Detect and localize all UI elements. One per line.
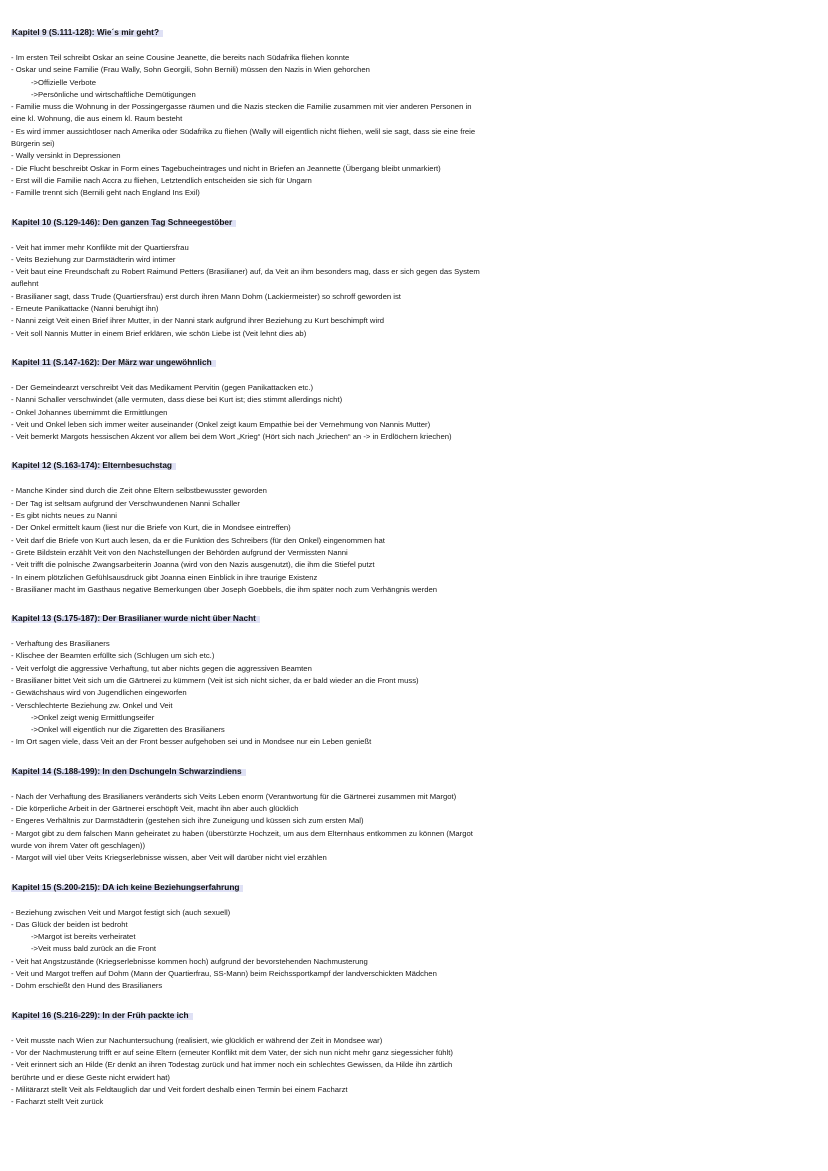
- note-line: - Manche Kinder sind durch die Zeit ohne Eltern selbstbewusster geworden: [11, 486, 267, 496]
- chapter-section: [11, 877, 571, 1005]
- chapter-heading: Kapitel 15 (S.200-215): DA ich keine Beziehungserfahrung: [11, 881, 243, 893]
- chapter-notes: [11, 907, 571, 993]
- note-line: - Famille trennt sich (Bernili geht nach England Ins Exil): [11, 188, 200, 198]
- note-line: - In einem plötzlichen Gefühlsausdruck gibt Joanna einen Einblick in ihre traurige Existenz: [11, 572, 318, 582]
- section-spacer: [11, 749, 571, 761]
- note-line: - Engeres Verhältnis zur Darmstädterin (gestehen sich ihre Zuneigung und küssen sich zum ersten Mal): [11, 816, 364, 826]
- chapter-heading: Kapitel 13 (S.175-187): Der Brasilianer wurde nicht über Nacht: [11, 612, 260, 624]
- note-line: - Veit hat Angstzustände (Kriegserlebnisse kommen hoch) aufgrund der bevorstehenden Nachmusterung: [11, 956, 368, 966]
- note-line: - Das Glück der beiden ist bedroht: [11, 919, 128, 929]
- note-line: - Vor der Nachmusterung trifft er auf seine Eltern (erneuter Konflikt mit dem Vater, der sich nun nicht mehr ganz siegessicher fühlt): [11, 1047, 453, 1057]
- chapter-section: [11, 761, 571, 877]
- note-line: - Nach der Verhaftung des Brasilianers veränderts sich Veits Leben enorm (Verantwortung für die Gärtnerei zusammen mit Margot): [11, 791, 457, 801]
- note-line: - Wally versinkt in Depressionen: [11, 151, 121, 161]
- note-line: - Margot gibt zu dem falschen Mann geheiratet zu haben (überstürzte Hochzeit, um aus dem Elternhaus entkommen zu können (Margot: [11, 828, 473, 838]
- note-line: - Gewächshaus wird von Jugendlichen eingeworfen: [11, 688, 187, 698]
- note-line: - Oskar und seine Familie (Frau Wally, Sohn Georgili, Sohn Bernili) müssen den Nazis in Wien gehorchen: [11, 65, 370, 75]
- note-line: - Veit musste nach Wien zur Nachuntersuchung (realisiert, wie glücklich er während der Zeit in Mondsee war): [11, 1035, 383, 1045]
- note-line: wurde von ihrem Vater oft geschlagen)): [11, 840, 146, 850]
- chapter-notes: [11, 485, 571, 596]
- chapter-heading: Kapitel 16 (S.216-229): In der Früh packte ich: [11, 1009, 193, 1021]
- note-line: - Veit darf die Briefe von Kurt auch lesen, da er die Funktion des Schreibers (für den Onkel) eingenommen hat: [11, 535, 385, 545]
- chapter-section: [11, 22, 571, 212]
- chapter-heading: Kapitel 12 (S.163-174): Elternbesuchstag: [11, 459, 176, 471]
- note-line: - Klischee der Beamten erfüllte sich (Schlugen um sich etc.): [11, 651, 215, 661]
- chapter-notes: [11, 52, 571, 200]
- note-line: - Erneute Panikattacke (Nanni beruhigt ihn): [11, 304, 159, 314]
- note-line: - Brasilianer macht im Gasthaus negative Bemerkungen über Joseph Goebbels, die ihm später noch zum Verhängnis werden: [11, 584, 438, 594]
- note-line: - Onkel Johannes übernimmt die Ermittlungen: [11, 407, 168, 417]
- chapter-notes: [11, 242, 571, 340]
- note-line: - Facharzt stellt Veit zurück: [11, 1097, 104, 1107]
- sub-point: ->Veit muss bald zurück an die Front: [31, 944, 156, 954]
- note-line: - Grete Bildstein erzählt Veit von den Nachstellungen der Behörden aufgrund der Vermissten Nanni: [11, 547, 348, 557]
- document-page: [11, 22, 571, 1108]
- note-line: - Nanni Schaller verschwindet (alle vermuten, dass diese bei Kurt ist; dies stimmt allerdings nicht): [11, 395, 343, 405]
- section-spacer: [11, 200, 571, 212]
- sub-point: ->Margot ist bereits verheiratet: [31, 932, 136, 942]
- sub-point: ->Offizielle Verbote: [31, 77, 97, 87]
- note-line: - Im ersten Teil schreibt Oskar an seine Cousine Jeanette, die bereits nach Südafrika fliehen konnte: [11, 53, 350, 62]
- section-spacer: [11, 596, 571, 608]
- note-line: - Veit baut eine Freundschaft zu Robert Raimund Petters (Brasilianer) auf, da Veit an ihm besonders mag, dass er sich gegen das System: [11, 267, 480, 277]
- note-line: - Brasilianer sagt, dass Trude (Quartiersfrau) erst durch ihren Mann Dohm (Lackiermeister) so schroff geworden ist: [11, 291, 401, 301]
- note-line: - Erst will die Familie nach Accra zu fliehen, Letztendlich entscheiden sie sich für Ungarn: [11, 175, 312, 185]
- section-spacer: [11, 340, 571, 352]
- chapter-section: [11, 608, 571, 761]
- note-line: - Verhaftung des Brasilianers: [11, 639, 110, 649]
- note-line: - Veit hat immer mehr Konflikte mit der Quartiersfrau: [11, 242, 189, 252]
- chapter-section: [11, 455, 571, 608]
- note-line: - Veit verfolgt die aggressive Verhaftung, tut aber nichts gegen die aggressiven Beamten: [11, 663, 312, 673]
- sub-point: ->Onkel will eigentlich nur die Zigaretten des Brasilianers: [31, 725, 225, 735]
- chapter-section: [11, 212, 571, 352]
- note-line: - Die Flucht beschreibt Oskar in Form eines Tagebucheintrages und nicht in Briefen an Jeannette (Übergang bleibt unmarkiert): [11, 163, 441, 173]
- note-line: - Der Tag ist seltsam aufgrund der Verschwundenen Nanni Schaller: [11, 498, 240, 508]
- section-spacer: [11, 443, 571, 455]
- note-line: berührte und er diese Geste nicht erwidert hat): [11, 1072, 170, 1082]
- note-line: - Es gibt nichts neues zu Nanni: [11, 511, 117, 521]
- chapter-section: [11, 1005, 571, 1109]
- chapter-heading: Kapitel 11 (S.147-162): Der März war ungewöhnlich: [11, 356, 216, 368]
- note-line: - Dohm erschießt den Hund des Brasilianers: [11, 981, 163, 991]
- note-line: - Verschlechterte Beziehung zw. Onkel und Veit: [11, 700, 173, 710]
- chapter-section: [11, 352, 571, 455]
- note-line: - Brasilianer bittet Veit sich um die Gärtnerei zu kümmern (Veit ist sich nicht sicher, da er bald wieder an die Front muss): [11, 675, 419, 685]
- note-line: - Militärarzt stellt Veit als Feldtauglich dar und Veit fordert deshalb einen Termin bei einem Facharzt: [11, 1084, 348, 1094]
- note-line: - Veit bemerkt Margots hessischen Akzent vor allem bei dem Wort „Krieg“ (Hört sich nach „kriechen“ an -> in Erdlöchern kriechen): [11, 432, 452, 442]
- chapter-heading: Kapitel 10 (S.129-146): Den ganzen Tag Schneegestöber: [11, 216, 236, 228]
- note-line: auflehnt: [11, 279, 39, 289]
- note-line: - Nanni zeigt Veit einen Brief ihrer Mutter, in der Nanni stark aufgrund ihrer Beziehung zu Kurt beschimpft wird: [11, 316, 385, 326]
- section-spacer: [11, 865, 571, 877]
- note-line: - Veit soll Nannis Mutter in einem Brief erklären, wie schön Liebe ist (Veit lehnt dies ab): [11, 328, 307, 338]
- chapter-heading: Kapitel 14 (S.188-199): In den Dschungeln Schwarzindiens: [11, 765, 246, 777]
- note-line: - Veit erinnert sich an Hilde (Er denkt an ihren Todestag zurück und hat immer noch ein schlechtes Gewissen, da Hilde ihn zärtlich: [11, 1060, 453, 1070]
- chapter-notes: [11, 638, 571, 749]
- note-line: - Veits Beziehung zur Darmstädterin wird intimer: [11, 254, 176, 264]
- chapter-notes: [11, 791, 571, 865]
- note-line: eine kl. Wohnung, die aus einem kl. Raum besteht: [11, 114, 183, 124]
- note-line: - Die körperliche Arbeit in der Gärtnerei erschöpft Veit, macht ihn aber auch glücklich: [11, 804, 299, 814]
- note-line: - Veit und Onkel leben sich immer weiter auseinander (Onkel zeigt kaum Empathie bei der Vernehmung von Nannis Mutter): [11, 419, 431, 429]
- note-line: - Veit trifft die polnische Zwangsarbeiterin Joanna (wird von den Nazis ausgenutzt), die ihm die Stiefel putzt: [11, 560, 375, 570]
- note-line: - Es wird immer aussichtloser nach Amerika oder Südafrika zu fliehen (Wally will eigentlich nicht fliehen, welil sie sagt, dass sie eine freie: [11, 126, 476, 136]
- note-line: - Beziehung zwischen Veit und Margot festigt sich (auch sexuell): [11, 907, 231, 917]
- note-line: - Familie muss die Wohnung in der Possingergasse räumen und die Nazis stecken die Familie zusammen mit vier anderen Personen in: [11, 102, 472, 112]
- note-line: - Der Gemeindearzt verschreibt Veit das Medikament Pervitin (gegen Panikattacken etc.): [11, 382, 314, 392]
- chapter-notes: [11, 1035, 571, 1109]
- note-line: - Veit und Margot treffen auf Dohm (Mann der Quartierfrau, SS-Mann) beim Reichssportkampf der landverschickten Mädchen: [11, 969, 437, 979]
- note-line: Bürgerin sei): [11, 139, 55, 149]
- note-line: - Der Onkel ermittelt kaum (liest nur die Briefe von Kurt, die in Mondsee eintreffen): [11, 523, 291, 533]
- chapter-notes: [11, 382, 571, 443]
- chapter-heading: Kapitel 9 (S.111-128): Wie´s mir geht?: [11, 26, 163, 38]
- sub-point: ->Persönliche und wirtschaftliche Demütigungen: [31, 89, 196, 99]
- sub-point: ->Onkel zeigt wenig Ermittlungseifer: [31, 712, 155, 722]
- note-line: - Im Ort sagen viele, dass Veit an der Front besser aufgehoben sei und in Mondsee nur ein Leben genießt: [11, 737, 372, 747]
- section-spacer: [11, 993, 571, 1005]
- note-line: - Margot will viel über Veits Kriegserlebnisse wissen, aber Veit will darüber nicht viel erzählen: [11, 853, 327, 863]
